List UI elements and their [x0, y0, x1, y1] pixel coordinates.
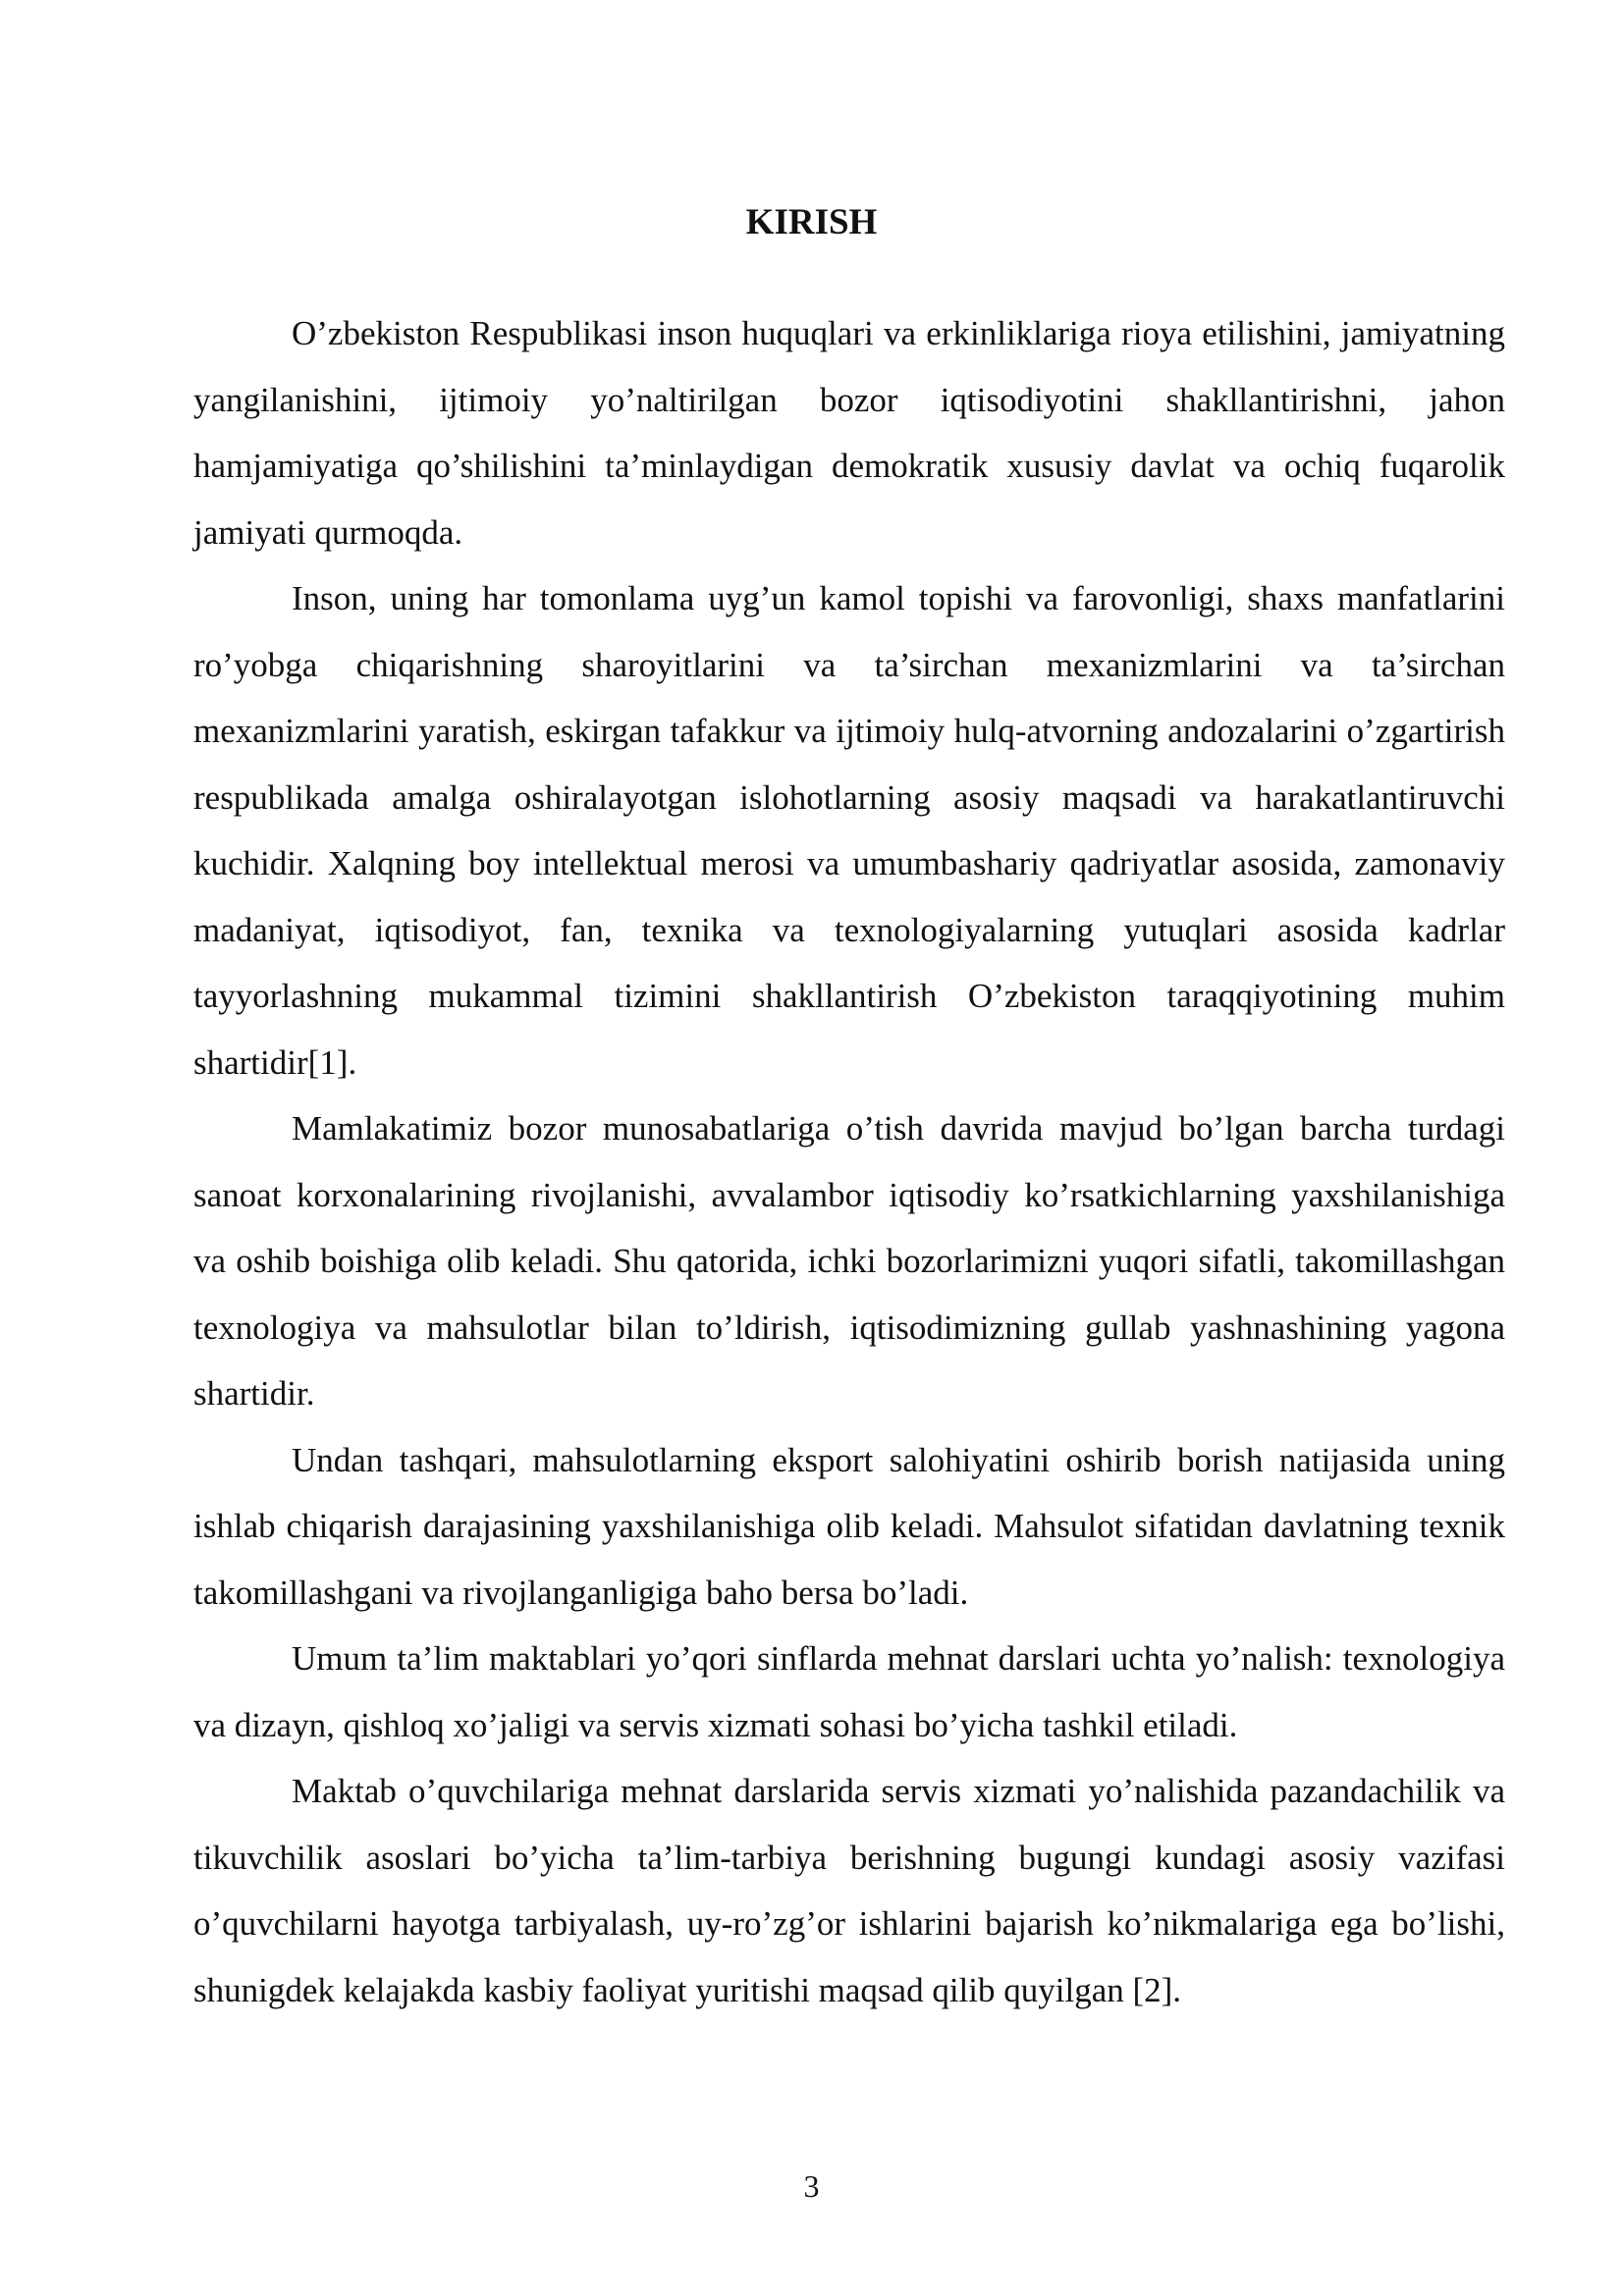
paragraph: Umum ta’lim maktablari yo’qori sinflarda mehnat darslari uchta yo’nalish: texnologiya va dizayn, qishloq xo’jaligi va servis xizmati sohasi bo’yicha tashkil etiladi.	[193, 1639, 1505, 1744]
paragraph: Inson, uning har tomonlama uyg’un kamol topishi va farovonligi, shaxs manfatlarini ro’yobga chiqarishning sharoyitlarini va ta’sirchan mexanizmlarini va ta’sirchan mexanizmlarini yaratish, eskirgan tafakkur va ijtimoiy hulq-atvorning andozalarini o’zgartirish respublikada amalga oshiralayotgan islohotlarning asosiy maqsadi va harakatlantiruvchi kuchidir. Xalqning boy intellektual merosi va umumbashariy qadriyatlar asosida, zamonaviy madaniyat, iqtisodiyot, fan, texnika va texnologiyalarning yutuqlari asosida kadrlar tayyorlashning mukammal tizimini shakllantirish O’zbekiston taraqqiyotining muhim shartidir[1].	[193, 579, 1505, 1082]
paragraph: O’zbekiston Respublikasi inson huquqlari va erkinliklariga rioya etilishini, jamiyatning yangilanishini, ijtimoiy yo’naltirilgan bozor iqtisodiyotini shakllantirishni, jahon hamjamiyatiga qo’shilishini ta’minlaydigan demokratik xususiy davlat va ochiq fuqarolik jamiyati qurmoqda.	[193, 314, 1505, 552]
body-text	[193, 300, 1505, 2023]
section-heading: KIRISH	[745, 202, 878, 242]
paragraph: Undan tashqari, mahsulotlarning eksport salohiyatini oshirib borish natijasida uning ishlab chiqarish darajasining yaxshilanishiga olib keladi. Mahsulot sifatidan davlatning texnik takomillashgani va rivojlanganligiga baho bersa bo’ladi.	[193, 1440, 1505, 1612]
paragraph: Maktab o’quvchilariga mehnat darslarida servis xizmati yo’nalishida pazandachilik va tikuvchilik asoslari bo’yicha ta’lim-tarbiya berishning bugungi kundagi asosiy vazifasi o’quvchilarni hayotga tarbiyalash, uy-ro’zg’or ishlarini bajarish ko’nikmalariga ega bo’lishi, shunigdek kelajakda kasbiy faoliyat yuritishi maqsad qilib quyilgan [2].	[193, 1772, 1505, 2009]
paragraph: Mamlakatimiz bozor munosabatlariga o’tish davrida mavjud bo’lgan barcha turdagi sanoat korxonalarining rivojlanishi, avvalambor iqtisodiy ko’rsatkichlarning yaxshilanishiga va oshib boishiga olib keladi. Shu qatorida, ichki bozorlarimizni yuqori sifatli, takomillashgan texnologiya va mahsulotlar bilan to’ldirish, iqtisodimizning gullab yashnashining yagona shartidir.	[193, 1109, 1505, 1413]
page-number: 3	[803, 2168, 820, 2204]
